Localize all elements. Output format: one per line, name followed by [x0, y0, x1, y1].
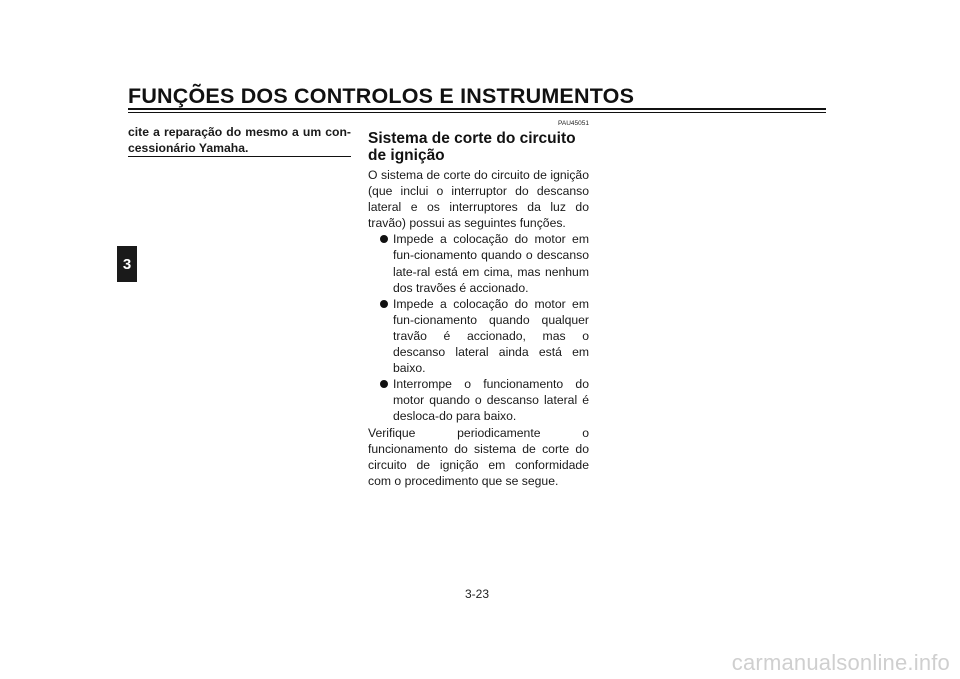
left-column-text: cite a reparação do mesmo a um con-cessionário Yamaha.: [128, 125, 351, 155]
title-rule: [128, 108, 826, 110]
right-column: [368, 120, 589, 489]
list-item: [368, 231, 589, 295]
list-item-text: Impede a colocação do motor em fun-cionamento quando o descanso late-ral está em cima, mas nenhum dos travões é accionado.: [393, 232, 589, 295]
list-item: [368, 296, 589, 376]
list-item-text: Impede a colocação do motor em fun-cionamento quando qualquer travão é accionado, mas o descanso lateral ainda está em baixo.: [393, 296, 589, 376]
page-number: 3-23: [465, 587, 490, 601]
section-code: PAU45051: [558, 120, 589, 127]
bullet-icon: [380, 235, 388, 243]
bullet-icon: [380, 380, 388, 388]
bullet-icon: [380, 300, 388, 308]
list-item: [368, 376, 589, 424]
function-list: [368, 231, 589, 424]
left-column-rule: [128, 156, 351, 157]
intro-paragraph: O sistema de corte do circuito de ignição (que inclui o interruptor do descanso lateral e os interruptores da luz do travão) possui as seguintes funções.: [368, 168, 589, 231]
title-rule-secondary: [128, 112, 826, 113]
list-item-text: Interrompe o funcionamento do motor quando o descanso lateral é desloca-do para baixo.: [393, 377, 589, 424]
outro-paragraph: Verifique periodicamente o funcionamento do sistema de corte do circuito de ignição em conformidade com o procedimento que se segue.: [368, 425, 589, 488]
watermark: carmanualsonline.info: [731, 650, 950, 675]
section-heading: Sistema de corte do circuito de ignição: [368, 130, 576, 164]
chapter-tab: 3: [117, 246, 137, 282]
page-title: FUNÇÕES DOS CONTROLOS E INSTRUMENTOS: [128, 84, 635, 108]
